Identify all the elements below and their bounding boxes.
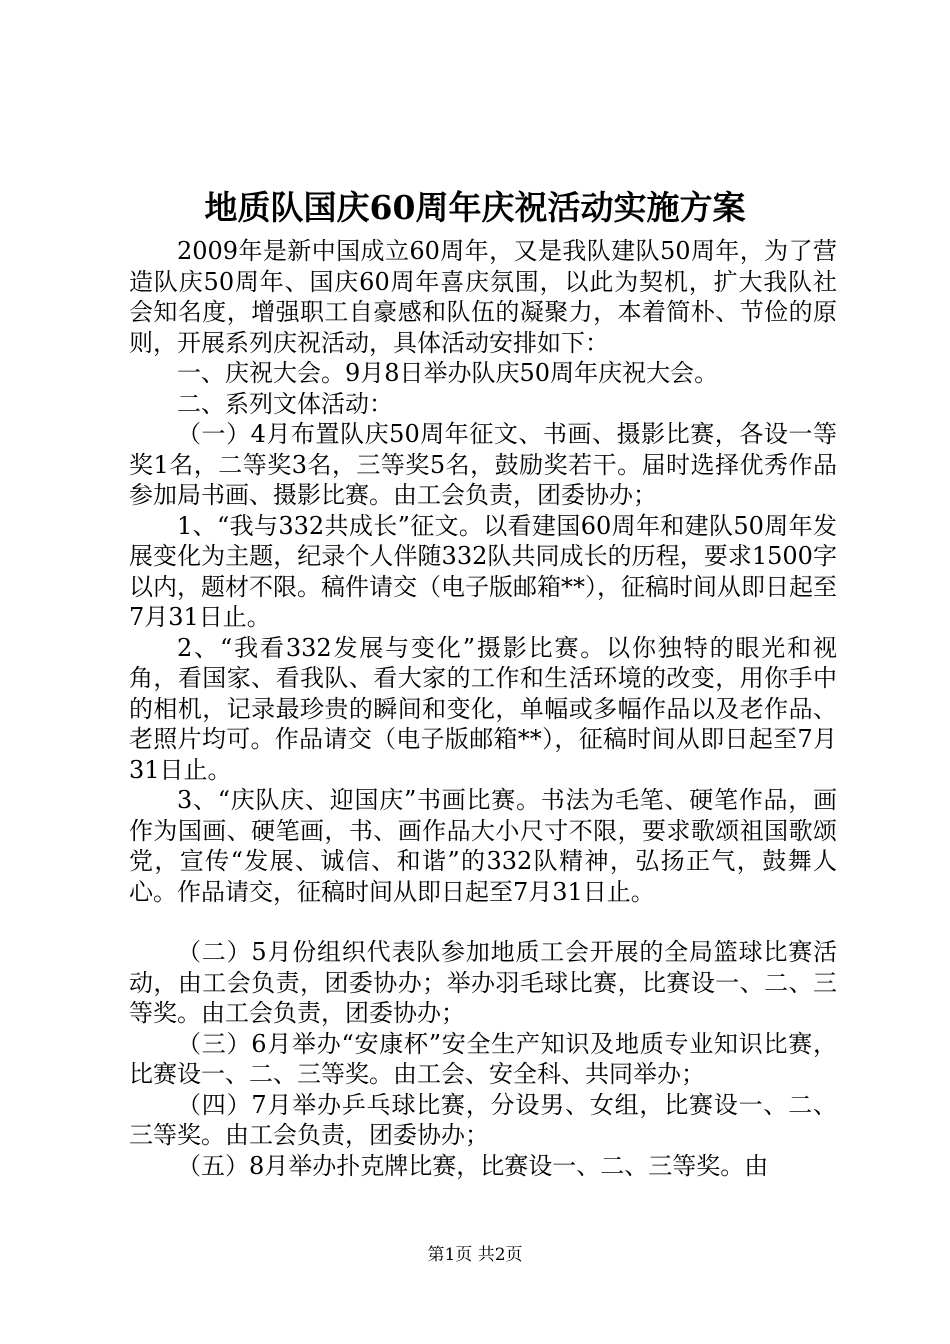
paragraph-activities-heading: 二、系列文体活动：	[177, 389, 393, 418]
paragraph-item-three: （三）6月举办“安康杯”安全生产知识及地质专业知识比赛，比赛设一、二、三等奖。由工会、安全科、共同举办；	[129, 1029, 837, 1088]
page-footer: 第1页 共2页	[427, 1245, 523, 1265]
paragraph-item-one: （一）4月布置队庆50周年征文、书画、摄影比赛，各设一等奖1名，二等奖3名，三等奖5名，鼓励奖若干。届时选择优秀作品参加局书画、摄影比赛。由工会负责，团委协办；	[129, 420, 837, 509]
document-title: 地质队国庆60周年庆祝活动实施方案	[204, 188, 746, 227]
paragraph-celebration-meeting: 一、庆祝大会。9月8日举办队庆50周年庆祝大会。	[177, 359, 719, 387]
paragraph-essay-contest: 1、“我与332共成长”征文。以看建国60周年和建队50周年发展变化为主题，纪录个人伴随332队共同成长的历程，要求1500字以内，题材不限。稿件请交（电子版邮箱**），征稿时间从即日起至7月31日止。	[129, 511, 837, 631]
paragraph-item-five: （五）8月举办扑克牌比赛，比赛设一、二、三等奖。由	[177, 1151, 769, 1180]
paragraph-intro: 2009年是新中国成立60周年，又是我队建队50周年，为了营造队庆50周年、国庆60周年喜庆氛围，以此为契机，扩大我队社会知名度，增强职工自豪感和队伍的凝聚力，本着简朴、节俭的原则，开展系列庆祝活动，具体活动安排如下：	[129, 237, 837, 357]
paragraph-item-four: （四）7月举办乒乓球比赛，分设男、女组，比赛设一、二、三等奖。由工会负责，团委协办；	[129, 1090, 837, 1149]
document-body	[129, 236, 837, 1181]
paragraph-item-two: （二）5月份组织代表队参加地质工会开展的全局篮球比赛活动，由工会负责，团委协办；举办羽毛球比赛，比赛设一、二、三等奖。由工会负责，团委协办；	[129, 938, 837, 1027]
paragraph-calligraphy-contest: 3、“庆队庆、迎国庆”书画比赛。书法为毛笔、硬笔作品，画作为国画、硬笔画，书、画作品大小尺寸不限，要求歌颂祖国歌颂党，宣传“发展、诚信、和谐”的332队精神，弘扬正气，鼓舞人心。作品请交，征稿时间从即日起至7月31日止。	[129, 786, 837, 906]
paragraph-photo-contest: 2、“我看332发展与变化”摄影比赛。以你独特的眼光和视角，看国家、看我队、看大家的工作和生活环境的改变，用你手中的相机，记录最珍贵的瞬间和变化，单幅或多幅作品以及老作品、老照片均可。作品请交（电子版邮箱**），征稿时间从即日起至7月31日止。	[129, 633, 837, 784]
